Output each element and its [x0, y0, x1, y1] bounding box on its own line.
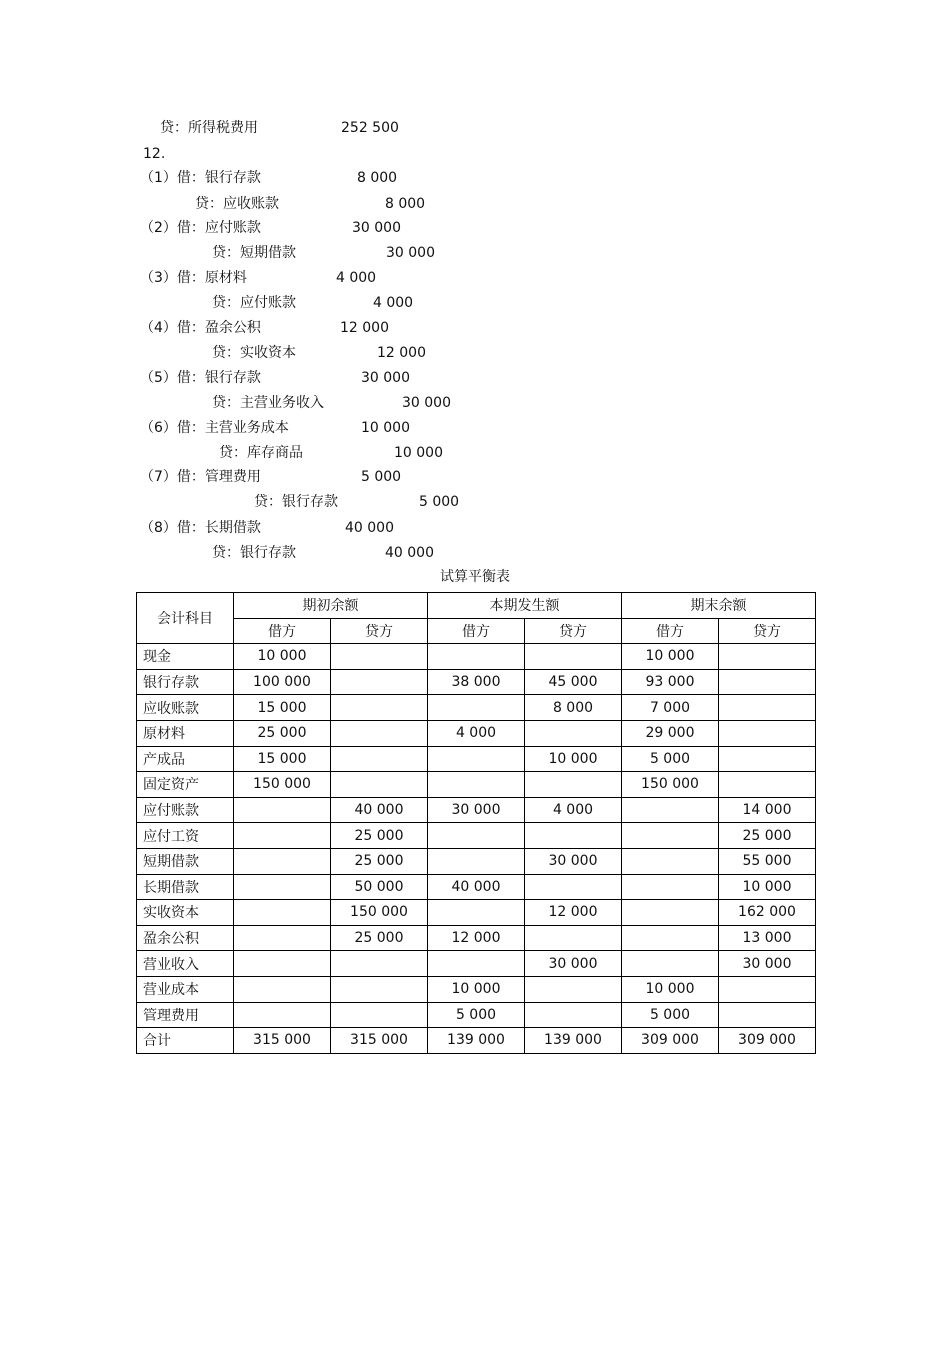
amount-cell: 10 000: [234, 644, 331, 670]
entry-1-credit-amount: 8 000: [385, 196, 426, 212]
amount-cell: [525, 823, 622, 849]
amount-cell: [525, 976, 622, 1002]
amount-cell: 4 000: [428, 720, 525, 746]
amount-cell: [234, 951, 331, 977]
amount-cell: [525, 772, 622, 798]
amount-cell: 309 000: [719, 1028, 816, 1054]
entry-7-debit-amount: 5 000: [361, 469, 402, 485]
amount-cell: [622, 797, 719, 823]
amount-cell: 29 000: [622, 720, 719, 746]
section-number: 12.: [143, 146, 166, 162]
amount-cell: 25 000: [234, 720, 331, 746]
table-row: [137, 797, 816, 823]
entry-4-debit-label: （4）借：盈余公积: [140, 320, 261, 336]
amount-cell: 25 000: [719, 823, 816, 849]
amount-cell: [622, 925, 719, 951]
amount-cell: 50 000: [331, 874, 428, 900]
amount-cell: 14 000: [719, 797, 816, 823]
amount-cell: 55 000: [719, 848, 816, 874]
amount-cell: 150 000: [622, 772, 719, 798]
header-opening-debit: 借方: [234, 618, 331, 644]
entry-2-credit-label: 贷：短期借款: [212, 245, 296, 261]
entry-5-debit-label: （5）借：银行存款: [140, 370, 261, 386]
table-row: [137, 746, 816, 772]
amount-cell: 30 000: [719, 951, 816, 977]
entry-3-credit-label: 贷：应付账款: [212, 295, 296, 311]
amount-cell: [428, 695, 525, 721]
account-name-cell: 实收资本: [137, 900, 234, 926]
account-name-cell: 应付账款: [137, 797, 234, 823]
amount-cell: 30 000: [428, 797, 525, 823]
entry-4-credit-amount: 12 000: [377, 345, 426, 361]
amount-cell: 5 000: [622, 1002, 719, 1028]
amount-cell: [719, 644, 816, 670]
table-row: [137, 951, 816, 977]
amount-cell: [331, 720, 428, 746]
entry-2-debit-amount: 30 000: [352, 220, 401, 236]
table-row: [137, 720, 816, 746]
account-name-cell: 应付工资: [137, 823, 234, 849]
amount-cell: [428, 848, 525, 874]
amount-cell: [428, 746, 525, 772]
amount-cell: [428, 823, 525, 849]
entry-5-credit-amount: 30 000: [402, 395, 451, 411]
amount-cell: [525, 925, 622, 951]
amount-cell: [331, 695, 428, 721]
amount-cell: 150 000: [234, 772, 331, 798]
amount-cell: 30 000: [525, 848, 622, 874]
account-name-cell: 产成品: [137, 746, 234, 772]
account-name-cell: 短期借款: [137, 848, 234, 874]
entry-4-debit-amount: 12 000: [340, 320, 389, 336]
amount-cell: [719, 695, 816, 721]
entry-8-credit-amount: 40 000: [385, 545, 434, 561]
amount-cell: 162 000: [719, 900, 816, 926]
amount-cell: 139 000: [525, 1028, 622, 1054]
amount-cell: 40 000: [331, 797, 428, 823]
header-closing-balance: 期末余额: [622, 593, 816, 619]
table-row: [137, 644, 816, 670]
table-row: [137, 848, 816, 874]
amount-cell: [234, 823, 331, 849]
amount-cell: [525, 720, 622, 746]
amount-cell: [622, 874, 719, 900]
amount-cell: 25 000: [331, 848, 428, 874]
amount-cell: [525, 874, 622, 900]
entry-6-credit-amount: 10 000: [394, 445, 443, 461]
table-row: [137, 1002, 816, 1028]
amount-cell: [525, 1002, 622, 1028]
amount-cell: [428, 900, 525, 926]
entry-1-credit-label: 贷：应收账款: [195, 196, 279, 212]
amount-cell: [331, 746, 428, 772]
amount-cell: 12 000: [428, 925, 525, 951]
amount-cell: [234, 797, 331, 823]
amount-cell: 10 000: [622, 644, 719, 670]
trial-balance-table: [136, 592, 816, 1054]
amount-cell: [331, 772, 428, 798]
amount-cell: 30 000: [525, 951, 622, 977]
amount-cell: 5 000: [622, 746, 719, 772]
account-name-cell: 管理费用: [137, 1002, 234, 1028]
amount-cell: [331, 1002, 428, 1028]
entry-5-debit-amount: 30 000: [361, 370, 410, 386]
header-opening-balance: 期初余额: [234, 593, 428, 619]
table-row: [137, 772, 816, 798]
entry-1-debit-amount: 8 000: [357, 170, 398, 186]
header-account: 会计科目: [137, 593, 234, 644]
table-row: [137, 669, 816, 695]
amount-cell: [234, 976, 331, 1002]
account-name-cell: 营业成本: [137, 976, 234, 1002]
amount-cell: [234, 925, 331, 951]
entry-3-debit-label: （3）借：原材料: [140, 270, 247, 286]
header-row-sides: [137, 618, 816, 644]
line-tax-credit-label: 贷：所得税费用: [160, 120, 258, 136]
account-name-cell: 盈余公积: [137, 925, 234, 951]
amount-cell: 7 000: [622, 695, 719, 721]
trial-balance-body: [137, 644, 816, 1054]
entry-5-credit-label: 贷：主营业务收入: [212, 395, 324, 411]
table-row: [137, 925, 816, 951]
amount-cell: [331, 644, 428, 670]
amount-cell: 25 000: [331, 823, 428, 849]
entry-8-debit-label: （8）借：长期借款: [140, 520, 261, 536]
amount-cell: [428, 644, 525, 670]
header-period-debit: 借方: [428, 618, 525, 644]
amount-cell: [719, 746, 816, 772]
amount-cell: 10 000: [719, 874, 816, 900]
header-closing-credit: 贷方: [719, 618, 816, 644]
amount-cell: 100 000: [234, 669, 331, 695]
entry-6-debit-label: （6）借：主营业务成本: [140, 420, 289, 436]
entry-8-debit-amount: 40 000: [345, 520, 394, 536]
amount-cell: [234, 874, 331, 900]
amount-cell: 12 000: [525, 900, 622, 926]
entry-7-credit-label: 贷：银行存款: [254, 494, 338, 510]
amount-cell: [622, 848, 719, 874]
amount-cell: 13 000: [719, 925, 816, 951]
amount-cell: [719, 720, 816, 746]
amount-cell: [622, 823, 719, 849]
amount-cell: 10 000: [428, 976, 525, 1002]
amount-cell: 15 000: [234, 695, 331, 721]
trial-balance-title: 试算平衡表: [440, 569, 510, 585]
account-name-cell: 长期借款: [137, 874, 234, 900]
total-row: [137, 1028, 816, 1054]
account-name-cell: 银行存款: [137, 669, 234, 695]
amount-cell: 309 000: [622, 1028, 719, 1054]
amount-cell: 139 000: [428, 1028, 525, 1054]
account-name-cell: 应收账款: [137, 695, 234, 721]
amount-cell: [428, 951, 525, 977]
header-opening-credit: 贷方: [331, 618, 428, 644]
amount-cell: [428, 772, 525, 798]
entry-6-credit-label: 贷：库存商品: [219, 445, 303, 461]
entry-7-credit-amount: 5 000: [419, 494, 460, 510]
header-row-groups: [137, 593, 816, 619]
amount-cell: [331, 976, 428, 1002]
amount-cell: [525, 644, 622, 670]
entry-7-debit-label: （7）借：管理费用: [140, 469, 261, 485]
table-row: [137, 976, 816, 1002]
amount-cell: [234, 900, 331, 926]
account-name-cell: 合计: [137, 1028, 234, 1054]
amount-cell: 93 000: [622, 669, 719, 695]
table-row: [137, 874, 816, 900]
amount-cell: [331, 669, 428, 695]
amount-cell: [622, 900, 719, 926]
table-row: [137, 900, 816, 926]
amount-cell: 38 000: [428, 669, 525, 695]
amount-cell: 10 000: [622, 976, 719, 1002]
amount-cell: [622, 951, 719, 977]
amount-cell: 8 000: [525, 695, 622, 721]
amount-cell: 10 000: [525, 746, 622, 772]
account-name-cell: 原材料: [137, 720, 234, 746]
line-tax-credit-amount: 252 500: [341, 120, 399, 136]
amount-cell: [234, 1002, 331, 1028]
amount-cell: [331, 951, 428, 977]
header-period-activity: 本期发生额: [428, 593, 622, 619]
header-closing-debit: 借方: [622, 618, 719, 644]
entry-1-debit-label: （1）借：银行存款: [140, 170, 261, 186]
amount-cell: 150 000: [331, 900, 428, 926]
account-name-cell: 现金: [137, 644, 234, 670]
amount-cell: 45 000: [525, 669, 622, 695]
entry-3-debit-amount: 4 000: [336, 270, 377, 286]
table-row: [137, 823, 816, 849]
amount-cell: 5 000: [428, 1002, 525, 1028]
amount-cell: 40 000: [428, 874, 525, 900]
header-period-credit: 贷方: [525, 618, 622, 644]
entry-2-credit-amount: 30 000: [386, 245, 435, 261]
amount-cell: 15 000: [234, 746, 331, 772]
entry-2-debit-label: （2）借：应付账款: [140, 220, 261, 236]
entry-8-credit-label: 贷：银行存款: [212, 545, 296, 561]
table-row: [137, 695, 816, 721]
entry-3-credit-amount: 4 000: [373, 295, 414, 311]
account-name-cell: 固定资产: [137, 772, 234, 798]
entry-4-credit-label: 贷：实收资本: [212, 345, 296, 361]
amount-cell: [719, 976, 816, 1002]
amount-cell: [719, 1002, 816, 1028]
amount-cell: 4 000: [525, 797, 622, 823]
entry-6-debit-amount: 10 000: [361, 420, 410, 436]
amount-cell: [719, 772, 816, 798]
amount-cell: [234, 848, 331, 874]
amount-cell: [719, 669, 816, 695]
amount-cell: 315 000: [331, 1028, 428, 1054]
account-name-cell: 营业收入: [137, 951, 234, 977]
amount-cell: 25 000: [331, 925, 428, 951]
amount-cell: 315 000: [234, 1028, 331, 1054]
